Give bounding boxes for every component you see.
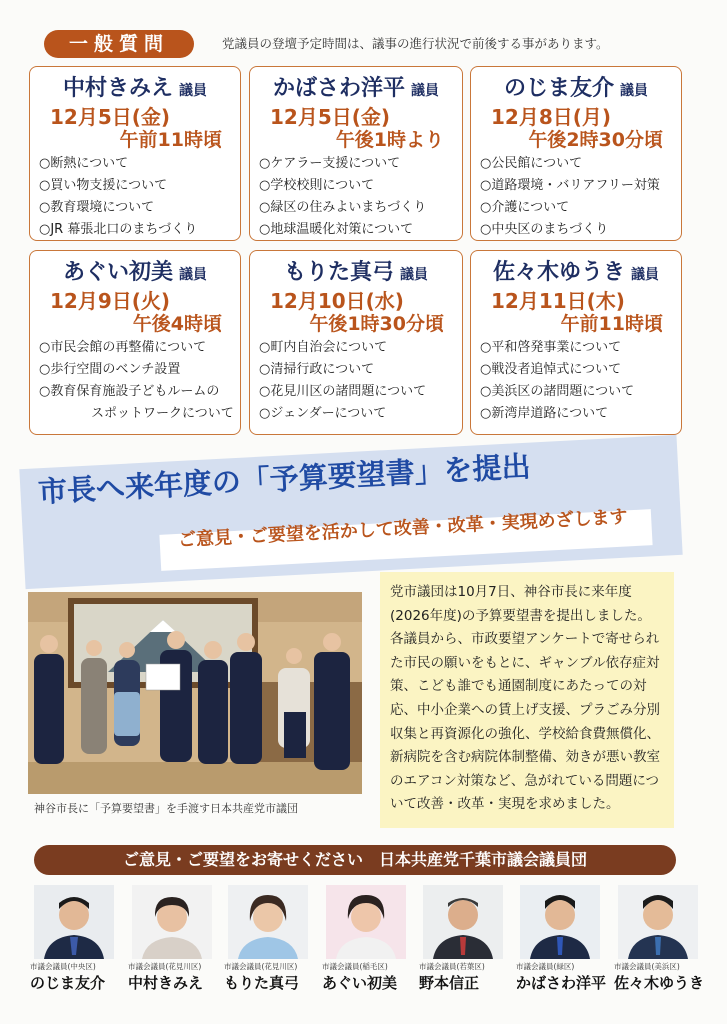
portrait-illustration [423,885,503,959]
schedule-card [249,250,463,435]
topic-item: ○ジェンダーについて [259,406,387,421]
member-name: 佐々木ゆうき [492,260,625,285]
topic-list [480,337,675,425]
member-name: あぐい初美 [62,260,173,285]
schedule-card [249,66,463,241]
member-role: 市議会議員(花見川区) [224,962,298,971]
topic-item: ○教育環境について [39,200,155,215]
member-role: 市議会議員(中央区) [30,962,96,971]
group-photo-illustration [28,592,362,794]
member-suffix: 議員 [400,267,428,283]
speech-time: 午後1時より [335,129,444,151]
member-profile [514,885,606,993]
member-role: 市議会議員(稲毛区) [322,962,388,971]
topic-item: ○新湾岸道路について [480,406,609,421]
speech-time: 午前11時頃 [560,313,663,335]
speech-time: 午前11時頃 [119,129,222,151]
topic-list [259,337,456,425]
portrait-illustration [618,885,698,959]
member-photo [618,885,698,959]
member-role: 市議会議員(花見川区) [128,962,202,971]
schedule-card [470,66,682,241]
schedule-card [470,250,682,435]
member-suffix: 議員 [179,83,207,99]
topic-item: ○市民会館の再整備について [39,340,207,355]
member-photo [228,885,308,959]
portrait-illustration [132,885,212,959]
member-name: もりた真弓 [224,974,300,992]
photo-caption: 神谷市長に「予算要望書」を手渡す日本共産党市議団 [34,802,298,815]
speech-date: 12月11日(木) [491,289,625,313]
section-label: 一般質問 [44,30,194,58]
topic-item: ○ケアラー支援について [259,156,401,171]
topic-list [39,337,234,425]
member-profile [320,885,412,993]
member-name: 野本信正 [419,974,480,992]
speech-date: 12月10日(水) [270,289,404,313]
schedule-card [29,250,241,435]
speech-date: 12月9日(火) [50,289,171,313]
topic-list [259,153,456,241]
member-profile [612,885,704,993]
topic-item: ○介護について [480,200,570,215]
banner-subtitle: ご意見・ご要望を活かして改善・改革・実現めざします [177,506,629,551]
topic-item: ○公民館について [480,156,583,171]
topic-item: ○緑区の住みよいまちづくり [259,200,427,215]
speech-date: 12月5日(金) [50,105,171,129]
portrait-illustration [520,885,600,959]
topic-item: ○買い物支援について [39,178,168,193]
topic-item: ○地球温暖化対策について [259,222,414,237]
speech-time: 午後2時30分頃 [528,129,663,151]
member-photo [423,885,503,959]
member-role: 市議会議員(緑区) [516,962,575,971]
topic-item: ○戦没者追悼式について [480,362,622,377]
portrait-illustration [34,885,114,959]
member-name: かばさわ洋平 [272,76,405,101]
topic-item: ○教育保育施設子どもルームの [39,384,220,399]
member-photo [326,885,406,959]
banner-title: 市長へ来年度の「予算要望書」を提出 [37,449,532,509]
speech-time: 午後4時頃 [132,313,222,335]
topic-list [39,153,234,241]
member-name: あぐい初美 [322,974,398,992]
contact-banner: ご意見・ご要望をお寄せください 日本共産党千葉市議会議員団 [34,845,676,875]
member-profile [222,885,314,993]
member-role: 市議会議員(美浜区) [614,962,680,971]
member-name: のじま友介 [503,76,614,101]
member-photo [132,885,212,959]
topic-item: スポットワークについて [39,406,234,421]
speech-time: 午後1時30分頃 [309,313,444,335]
member-profile [417,885,509,993]
topic-item: ○町内自治会について [259,340,388,355]
member-photo [520,885,600,959]
member-role: 市議会議員(若葉区) [419,962,485,971]
member-suffix: 議員 [620,83,648,99]
member-profile [126,885,218,993]
topic-item: ○断熱について [39,156,129,171]
member-suffix: 議員 [179,267,207,283]
topic-item: ○学校校則について [259,178,375,193]
schedule-card [29,66,241,241]
member-name: のじま友介 [30,974,106,992]
member-photo [34,885,114,959]
member-suffix: 議員 [631,267,659,283]
topic-item: ○中央区のまちづくり [480,222,609,237]
speech-date: 12月8日(月) [491,105,612,129]
member-name: もりた真弓 [283,260,394,285]
member-name: 中村きみえ [128,974,204,992]
member-name: 中村きみえ [62,76,173,101]
group-photo [28,592,362,794]
topic-item: ○JR 幕張北口のまちづくり [39,222,198,237]
portrait-illustration [228,885,308,959]
topic-item: ○道路環境・バリアフリー対策 [480,178,660,193]
schedule-note: 党議員の登壇予定時間は、議事の進行状況で前後する事があります。 [222,36,609,51]
speech-date: 12月5日(金) [270,105,391,129]
member-profile [28,885,120,993]
topic-item: ○歩行空間のベンチ設置 [39,362,181,377]
topic-item: ○平和啓発事業について [480,340,622,355]
member-name: 佐々木ゆうき [614,974,705,992]
member-name: かばさわ洋平 [516,974,607,992]
topic-item: ○美浜区の諸問題について [480,384,635,399]
report-text: 党市議団は10月7日、神谷市長に来年度(2026年度)の予算要望書を提出しました。各議員から、市政要望アンケートで寄せられた市民の願いをもとに、ギャンブル依存症対策、こども誰でも通園制度にあたっての対応、中小企業への賃上げ支援、プラごみ分別収集と再資源化の強化、学校給食費無償化、新病院を含む病院体制整備、効きが悪い教室のエアコン対策など、急がれている問題について改善・改革・実現を求めました。 [380,572,674,828]
topic-list [480,153,675,241]
member-suffix: 議員 [411,83,439,99]
topic-item: ○清掃行政について [259,362,375,377]
topic-item: ○花見川区の諸問題について [259,384,427,399]
portrait-illustration [326,885,406,959]
